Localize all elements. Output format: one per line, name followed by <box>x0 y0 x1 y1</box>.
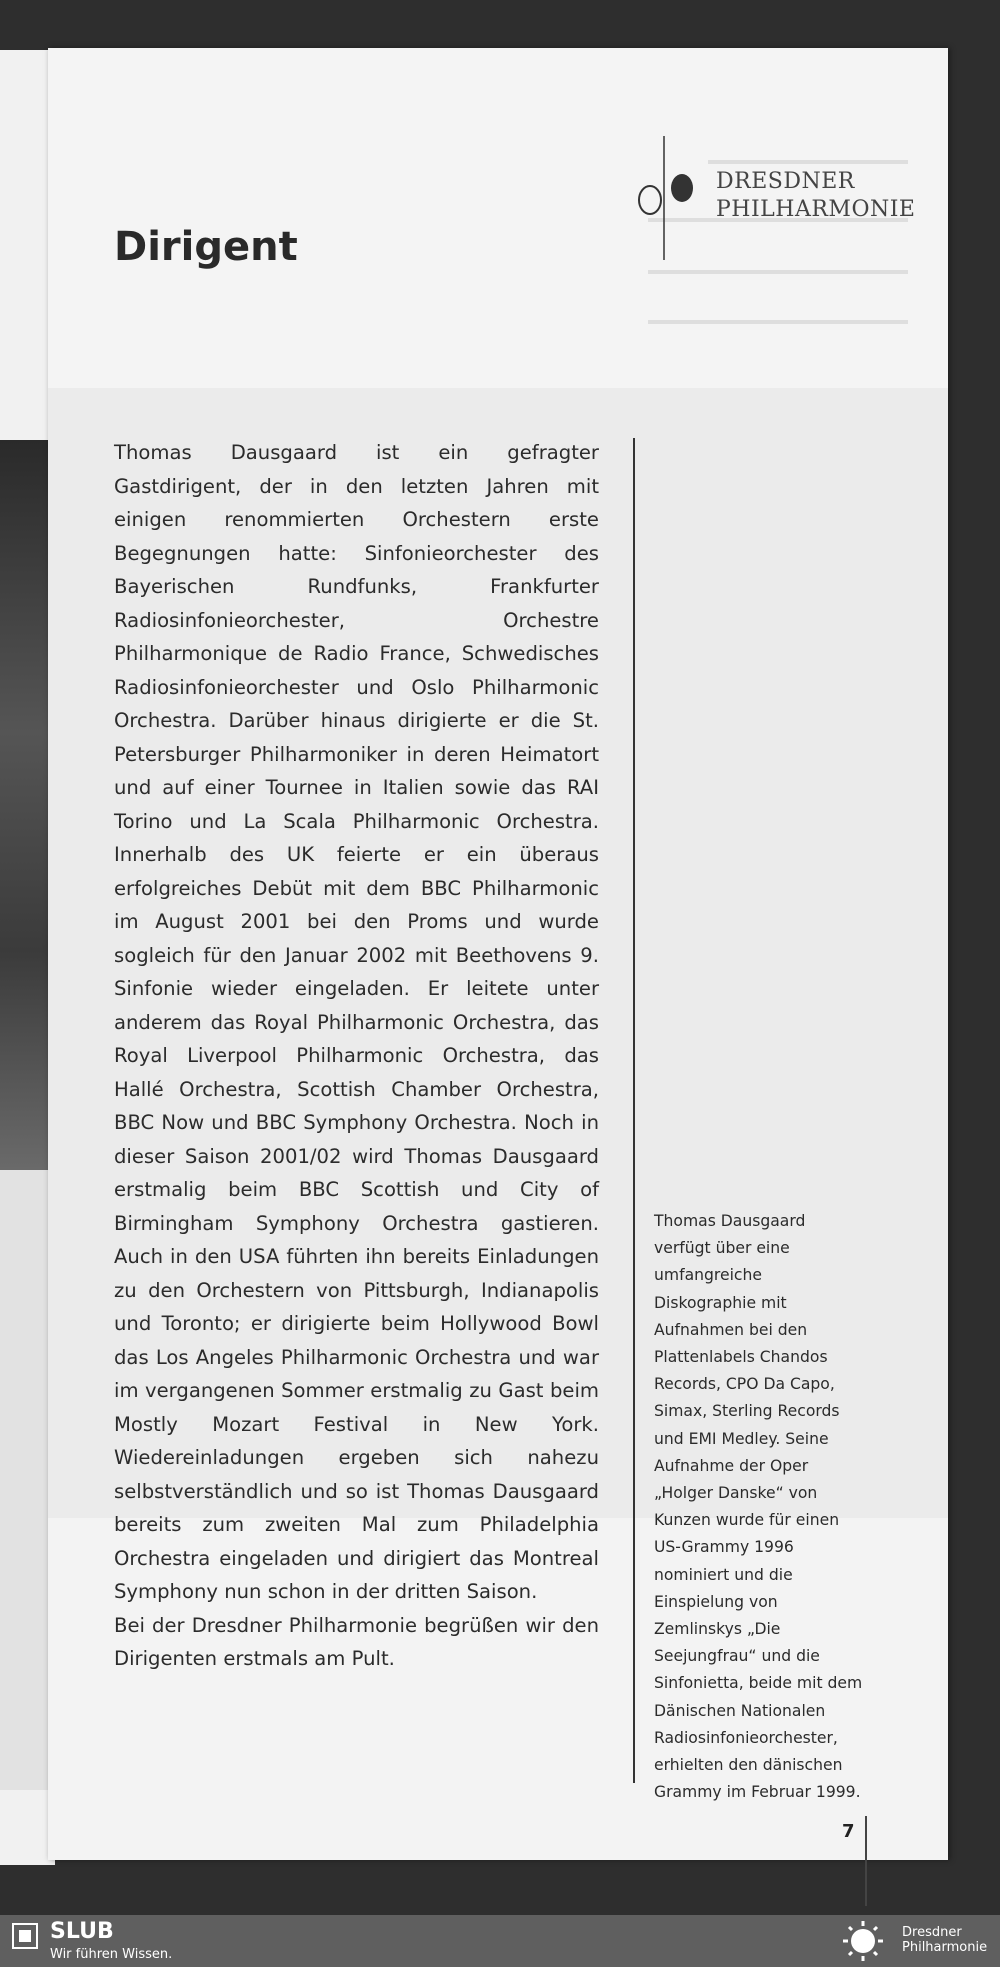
left-page-photo <box>0 440 50 1170</box>
page-title: Dirigent <box>114 224 298 270</box>
slub-icon <box>12 1923 38 1949</box>
footer-partner-name[interactable] <box>902 1925 1000 1955</box>
body-paragraph-1: Thomas Dausgaard ist ein gefragter Gastdirigent, der in den letzten Jahren mit einigen renommierten Orchestern erste Begegnungen hatte: Sinfonieorchester des Bayerischen Rundfunks, Frankfurter Radiosinfonieorchester, Orchestre Philharmonique de Radio France, Schwedisches Radiosinfonieorchester und Oslo Philharmonic Orchestra. Darüber hinaus dirigierte er die St. Petersburger Philharmoniker in deren Heimatort und auf einer Tournee in Italien sowie das RAI Torino und La Scala Philharmonic Orchestra. Innerhalb des UK feierte er ein überaus erfolgreiches Debüt mit dem BBC Philharmonic im August 2001 bei den Proms und wurde sogleich für den Januar 2002 mit Beethovens 9. Sinfonie wieder eingeladen. Er leitete unter anderem das Royal Philharmonic Orchestra, das Royal Liverpool Philharmonic Orchestra, das Hallé Orchestra, Scottish Chamber Orchestra, BBC Now und BBC Symphony Orchestra. Noch in dieser Saison 2001/02 wird Thomas Dausgaard erstmalig beim BBC Scottish und City of Birmingham Symphony Orchestra gastieren. Auch in den USA führten ihn bereits Einladungen zu den Orchestern von Pittsburgh, Indianapolis und Toronto; er dirigierte beim Hollywood Bowl das Los Angeles Philharmonic Orchestra und war im vergangenen Sommer erstmalig zu Gast beim Mostly Mozart Festival in New York. Wiedereinladungen ergeben sich nahezu selbstverständlich und so ist Thomas Dausgaard bereits zum zweiten Mal zum Philadelphia Orchestra eingeladen und dirigiert das Montreal Symphony nun schon in der dritten Saison. <box>114 441 599 1603</box>
body-paragraph-2: Bei der Dresdner Philharmonie begrüßen wir den Dirigenten erstmals am Pult. <box>114 1613 599 1670</box>
partner-line-1: Dresdner <box>902 1925 962 1940</box>
logo-line-2: PHILHARMONIE <box>716 197 916 222</box>
show-through-line <box>648 270 908 274</box>
logo-wordmark <box>716 168 916 224</box>
footer-tagline: Wir führen Wissen. <box>50 1947 173 1962</box>
left-page-lower <box>0 1170 50 1790</box>
show-through-line <box>648 320 908 324</box>
footer-brand[interactable]: SLUB <box>50 1919 114 1944</box>
article-body <box>114 436 599 1676</box>
column-divider <box>633 438 635 1783</box>
partner-sun-icon <box>838 1919 888 1963</box>
page-number: 7 <box>842 1821 855 1842</box>
page-number-rule <box>865 1816 867 1906</box>
sidebar-caption: Thomas Dausgaard verfügt über eine umfangreiche Diskographie mit Aufnahmen bei den Plattenlabels Chandos Records, CPO Da Capo, Simax, Sterling Records und EMI Medley. Seine Aufnahme der Oper „Holger Danske“ von Kunzen wurde für einen US-Grammy 1996 nominiert und die Einspielung von Zemlinskys „Die Seejungfrau“ und die Sinfonietta, beide mit dem Dänischen Nationalen Radiosinfonieorchester, erhielten den dänischen Grammy im Februar 1999. <box>654 1212 863 1802</box>
logo-line-1: DRESDNER <box>716 169 855 194</box>
left-page-edge <box>0 50 55 1865</box>
partner-line-2: Philharmonie <box>902 1940 988 1955</box>
document-page <box>48 48 948 1860</box>
footer-bar <box>0 1915 1000 1967</box>
